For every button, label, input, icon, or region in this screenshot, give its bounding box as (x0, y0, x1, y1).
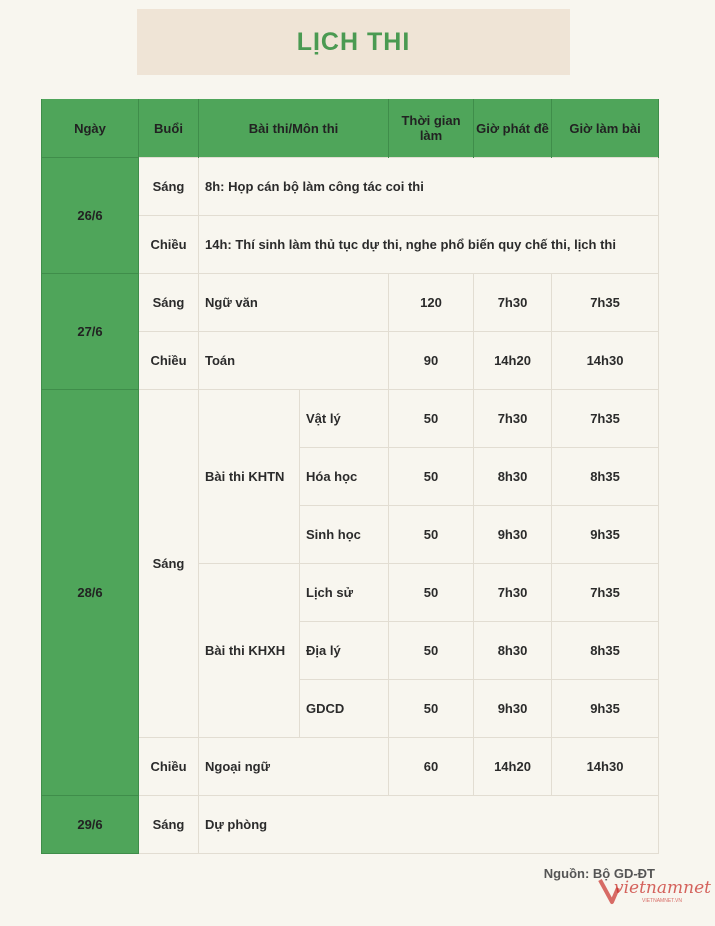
start-cell: 14h30 (552, 738, 659, 796)
start-cell: 8h35 (552, 448, 659, 506)
subject-cell: Vật lý (300, 390, 389, 448)
duration-cell: 50 (389, 390, 474, 448)
duration-cell: 50 (389, 506, 474, 564)
duration-cell: 120 (389, 274, 474, 332)
table-row (42, 390, 659, 448)
session-cell: Chiều (139, 332, 199, 390)
hand-out-cell: 9h30 (474, 680, 552, 738)
exam-schedule-table (41, 99, 659, 854)
note-cell: 14h: Thí sinh làm thủ tục dự thi, nghe phổ biến quy chế thi, lịch thi (199, 216, 659, 274)
subject-cell: GDCD (300, 680, 389, 738)
table-row (42, 158, 659, 216)
hand-out-cell: 14h20 (474, 332, 552, 390)
title-banner (137, 9, 570, 75)
vietnamnet-logo (598, 874, 711, 906)
duration-cell: 50 (389, 622, 474, 680)
duration-cell: 50 (389, 680, 474, 738)
header-session: Buổi (139, 99, 199, 158)
start-cell: 7h35 (552, 274, 659, 332)
session-cell: Chiều (139, 738, 199, 796)
date-cell: 26/6 (42, 158, 139, 274)
hand-out-cell: 9h30 (474, 506, 552, 564)
subject-cell: Lịch sử (300, 564, 389, 622)
hand-out-cell: 7h30 (474, 564, 552, 622)
header-start-time: Giờ làm bài (552, 99, 659, 158)
subject-cell: Ngoại ngữ (199, 738, 389, 796)
logo-text: vietnamnet (614, 878, 711, 898)
note-cell: Dự phòng (199, 796, 659, 854)
start-cell: 7h35 (552, 390, 659, 448)
duration-cell: 50 (389, 564, 474, 622)
header-date: Ngày (42, 99, 139, 158)
header-hand-out-time: Giờ phát đề (474, 99, 552, 158)
date-cell: 28/6 (42, 390, 139, 796)
hand-out-cell: 14h20 (474, 738, 552, 796)
note-cell: 8h: Họp cán bộ làm công tác coi thi (199, 158, 659, 216)
session-cell: Sáng (139, 796, 199, 854)
source-credit: Nguồn: Bộ GD-ĐT (543, 866, 655, 881)
hand-out-cell: 8h30 (474, 622, 552, 680)
table-row (42, 274, 659, 332)
session-cell: Sáng (139, 274, 199, 332)
hand-out-cell: 7h30 (474, 274, 552, 332)
date-cell: 27/6 (42, 274, 139, 390)
page-title: LỊCH THI (296, 27, 411, 56)
subject-cell: Địa lý (300, 622, 389, 680)
start-cell: 14h30 (552, 332, 659, 390)
subject-cell: Toán (199, 332, 389, 390)
duration-cell: 90 (389, 332, 474, 390)
start-cell: 9h35 (552, 680, 659, 738)
logo-subtext: VIETNAMNET.VN (642, 898, 683, 904)
start-cell: 8h35 (552, 622, 659, 680)
exam-group-cell: Bài thi KHTN (199, 390, 300, 564)
session-cell: Sáng (139, 158, 199, 216)
header-subject: Bài thi/Môn thi (199, 99, 389, 158)
subject-cell: Sinh học (300, 506, 389, 564)
subject-cell: Hóa học (300, 448, 389, 506)
start-cell: 9h35 (552, 506, 659, 564)
hand-out-cell: 8h30 (474, 448, 552, 506)
subject-cell: Ngữ văn (199, 274, 389, 332)
duration-cell: 60 (389, 738, 474, 796)
session-cell: Sáng (139, 390, 199, 738)
hand-out-cell: 7h30 (474, 390, 552, 448)
table-row (42, 796, 659, 854)
exam-group-cell: Bài thi KHXH (199, 564, 300, 738)
duration-cell: 50 (389, 448, 474, 506)
session-cell: Chiều (139, 216, 199, 274)
start-cell: 7h35 (552, 564, 659, 622)
date-cell: 29/6 (42, 796, 139, 854)
header-duration: Thời gian làm (389, 99, 474, 158)
table-header-row (42, 99, 659, 158)
